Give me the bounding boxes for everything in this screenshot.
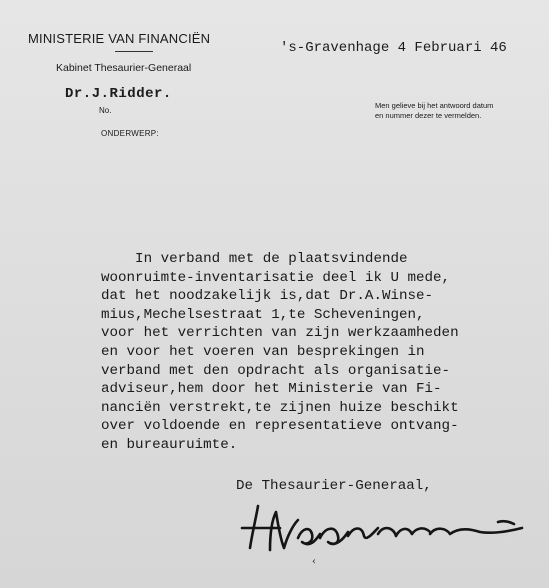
- body-line: mius,Mechelsestraat 1,te Scheveningen,: [101, 306, 425, 323]
- reply-note-line: Men gelieve bij het antwoord datum: [375, 101, 494, 110]
- small-mark: ‹: [312, 553, 316, 567]
- reply-note: [375, 101, 535, 121]
- body-line: verband met den opdracht als organisatie-: [101, 362, 451, 379]
- body-line: en bureauruimte.: [101, 436, 238, 453]
- letter-body: [101, 250, 459, 455]
- body-line: nanciën verstrekt,te zijnen huize beschikt: [101, 399, 459, 416]
- closing-line: De Thesaurier-Generaal,: [236, 478, 432, 494]
- number-label: No.: [99, 106, 112, 115]
- body-line: woonruimte-inventarisatie deel ik U mede,: [101, 269, 451, 286]
- body-line: over voldoende en representatieve ontvang-: [101, 418, 459, 435]
- letterhead-divider: [115, 51, 153, 52]
- reference-name: Dr.J.Ridder.: [65, 86, 172, 102]
- body-line: en voor het voeren van besprekingen in: [101, 343, 425, 360]
- reply-note-line: en nummer dezer te vermelden.: [375, 111, 482, 120]
- handwritten-signature: [236, 498, 536, 558]
- ministry-name: MINISTERIE VAN FINANCIËN: [28, 31, 211, 46]
- body-line: adviseur,hem door het Ministerie van Fi-: [101, 381, 442, 398]
- date-line: 's-Gravenhage 4 Februari 46: [280, 40, 507, 56]
- body-line: dat het noodzakelijk is,dat Dr.A.Winse-: [101, 288, 434, 305]
- subject-label: ONDERWERP:: [101, 129, 159, 138]
- faint-stamp: [302, 56, 369, 106]
- department-name: Kabinet Thesaurier-Generaal: [56, 62, 192, 74]
- body-line: In verband met de plaatsvindende: [101, 251, 408, 267]
- body-line: voor het verrichten van zijn werkzaamheden: [101, 325, 459, 342]
